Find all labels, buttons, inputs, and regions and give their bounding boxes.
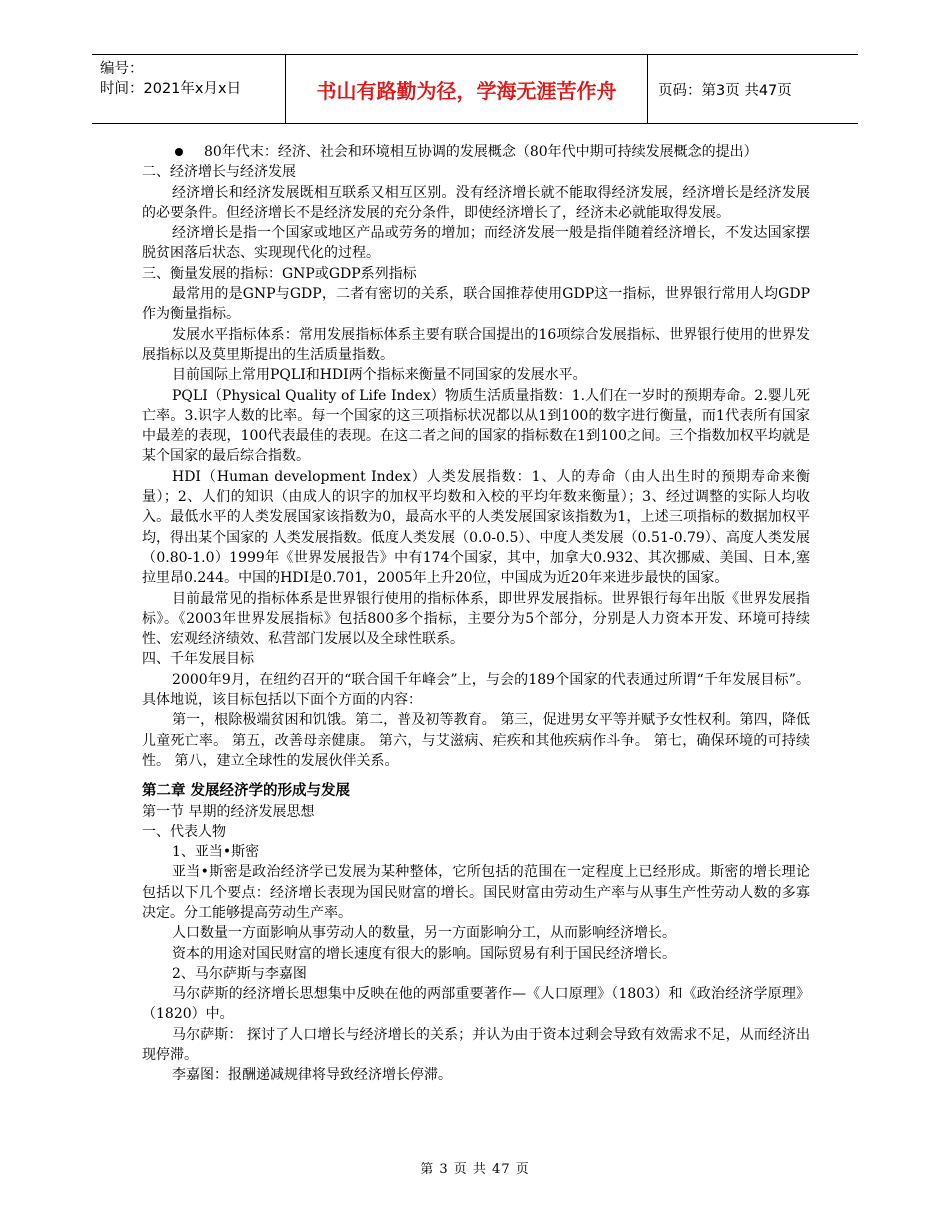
paragraph: 目前国际上常用PQLI和HDI两个指标来衡量不同国家的发展水平。 xyxy=(172,367,587,384)
paragraph: 马尔萨斯： 探讨了人口增长与经济增长的关系；并认为由于资本过剩会导致有效需求不足，从而经济出现停滞。 xyxy=(142,1026,810,1064)
paragraph: 第一，根除极端贫困和饥饿。第二，普及初等教育。 第三，促进男女平等并赋予女性权利。第四，降低儿童死亡率。 第五，改善母亲健康。 第六，与艾滋病、疟疾和其他疾病作斗争。 第七，确保环境的可持续性。 第八，建立全球性的发展伙伴关系。 xyxy=(142,712,810,769)
chapter-title: 第二章 发展经济学的形成与发展 xyxy=(142,782,351,800)
paragraph: 人口数量一方面影响从事劳动人的数量，另一方面影响分工，从而影响经济增长。 xyxy=(172,925,676,942)
page-footer: 第 3 页 共 47 页 xyxy=(420,1162,530,1177)
heading-2: 二、经济增长与经济发展 xyxy=(142,164,296,181)
header-page-info: 页码：第3页 共47页 xyxy=(658,83,792,99)
bullet-text: 80年代末：经济、社会和环境相互协调的发展概念（80年代中期可持续发展概念的提出） xyxy=(204,144,758,160)
header-motto: 书山有路勤为径，学海无涯苦作舟 xyxy=(285,55,648,123)
paragraph: 2000年9月，在纽约召开的“联合国千年峰会”上，与会的189个国家的代表通过所谓“千年发展目标”。具体地说，该目标包括以下面个方面的内容： xyxy=(142,671,810,709)
heading-4: 四、千年发展目标 xyxy=(142,651,254,668)
paragraph: 最常用的是GNP与GDP，二者有密切的关系，联合国推荐使用GDP这一指标，世界银行常用人均GDP作为衡量指标。 xyxy=(142,286,810,323)
subheading: 2、马尔萨斯与李嘉图 xyxy=(172,965,307,982)
bullet-dot-icon xyxy=(175,148,183,156)
document-body xyxy=(142,142,810,1086)
paragraph: 亚当•斯密是政治经济学已发展为某种整体，它所包括的范围在一定程度上已经形成。斯密的增长理论包括以下几个要点：经济增长表现为国民财富的增长。国民财富由劳动生产率与从事生产性劳动人数的多寡决定。分工能够提高劳动生产率。 xyxy=(142,864,810,921)
page-header xyxy=(92,54,858,124)
paragraph: 马尔萨斯的经济增长思想集中反映在他的两部重要著作—《人口原理》（1803）和《政治经济学原理》（1820）中。 xyxy=(142,986,810,1023)
paragraph: 资本的用途对国民财富的增长速度有很大的影响。国际贸易有利于国民经济增长。 xyxy=(172,945,676,962)
paragraph: PQLI（Physical Quality of Life Index）物质生活质量指数：1.人们在一岁时的预期寿命。2.婴儿死亡率。3.识字人数的比率。每一个国家的这三项指标状况都以从1到100的数字进行衡量，而1代表所有国家中最差的表现，100代表最佳的表现。在这二者之间的国家的指标数在1到100之间。三个指数加权平均就是某个国家的最后综合指数。 xyxy=(142,387,810,465)
header-meta xyxy=(100,59,241,99)
bullet-item xyxy=(142,142,810,162)
heading-3: 三、衡量发展的指标：GNP或GDP系列指标 xyxy=(142,265,417,282)
heading-5: 一、代表人物 xyxy=(142,823,226,840)
paragraph: 经济增长和经济发展既相互联系又相互区别。没有经济增长就不能取得经济发展，经济增长是经济发展的必要条件。但经济增长不是经济发展的充分条件，即使经济增长了，经济未必就能取得发展。 xyxy=(142,184,810,221)
section-title: 第一节 早期的经济发展思想 xyxy=(142,803,315,820)
paragraph: HDI（Human development Index）人类发展指数：1、人的寿命（由人出生时的预期寿命来衡量）；2、人们的知识（由成人的识字的加权平均数和入校的平均年数来衡量）；3、经过调整的实际人均收入。最低水平的人类发展国家该指数为0，最高水平的人类发展国家该指数为1，上述三项指标的数据加权平均，得出某个国家的 人类发展指数。低度人类发展（0.0-0.5）、中度人类发展（0.51-0.79）、高度人类发展（0.80-1.0）1999年《世界发展报告》中有174个国家，其中，加拿大0.932、其次挪威、美国、日本,塞拉里昂0.244。中国的HDI是0.701，2005年上升20位，中国成为近20年来进步最快的国家。 xyxy=(142,468,810,587)
paragraph: 经济增长是指一个国家或地区产品或劳务的增加；而经济发展一般是指伴随着经济增长，不发达国家摆脱贫困落后状态、实现现代化的过程。 xyxy=(142,225,810,262)
header-number-label: 编号： xyxy=(100,61,144,77)
paragraph: 李嘉图：报酬递减规律将导致经济增长停滞。 xyxy=(172,1067,452,1084)
paragraph: 目前最常见的指标体系是世界银行使用的指标体系，即世界发展指标。世界银行每年出版《世界发展指标》。《2003年世界发展指标》包括800多个指标，主要分为5个部分，分别是人力资本开发、环境可持续性、宏观经济绩效、私营部门发展以及全球性联系。 xyxy=(142,590,810,648)
header-time-label: 时间：2021年x月x日 xyxy=(100,81,242,97)
subheading: 1、亚当•斯密 xyxy=(172,844,260,861)
paragraph: 发展水平指标体系：常用发展指标体系主要有联合国提出的16项综合发展指标、世界银行使用的世界发展指标以及莫里斯提出的生活质量指数。 xyxy=(142,326,810,363)
